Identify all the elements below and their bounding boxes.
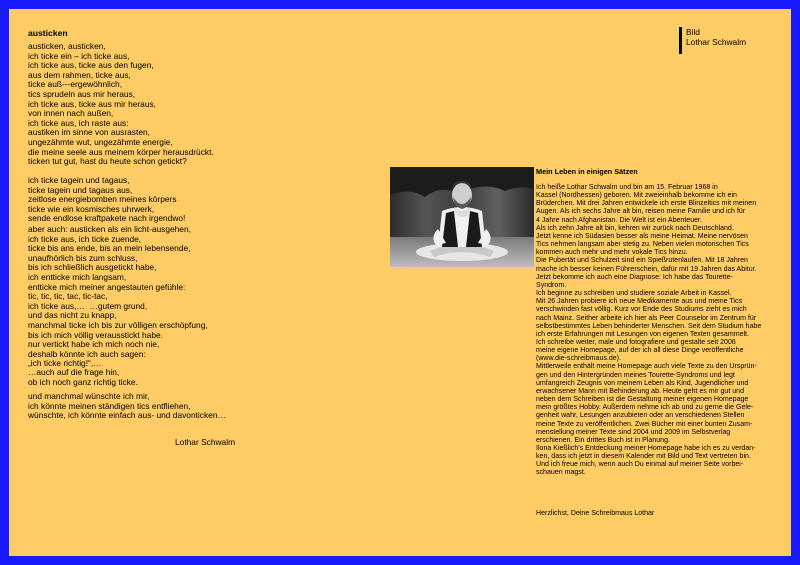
about-title: Mein Leben in einigen Sätzen [536,167,638,176]
bild-label: Bild [686,27,700,37]
bild-credit [686,27,746,47]
poem-stanza-1: austicken, austicken, ich ticke ein – ich ticke aus, ich ticke aus, ticke aus den fugen, aus dem rahmen, ticke aus, ticke auß---ergewöhnlich, tics sprudeln aus mir heraus, ich ticke aus, ticke aus mir heraus, von innen nach außen, ich ticke aus, ich raste aus: austiken im sinne von ausrasten, ungezähmte wut, ungezähmte energie, die meine seele aus meinem körper herausdrückt. ticken tut gut, hast du heute schon getickt? [28,41,214,167]
poem-stanza-3: aber auch: austicken als ein licht-ausgehen, ich ticke aus, ich ticke zuende, ticke bis ans ende, bis an mein lebensende, unaufhörlich bis zum schluss, bis ich schließlich ausgetickt habe, ich entticke mich langsam, entticke mich meiner angestauten gefühle: tic, tic, tic, tac, tic-tac, ich ticke aus,… …gutem grund, und das nicht zu knapp, manchmal ticke ich bis zur völligen erschöpfung, bis ich mich völlig verausstickt habe. nur vertickt habe ich mich noch nie, deshalb könnte ich auch sagen: „ich ticke richtig!“,… [28,224,208,369]
bild-name: Lothar Schwalm [686,37,747,47]
poem-author: Lothar Schwalm [175,437,236,447]
poem-stanza-2: ich ticke tagein und tagaus, ticke tagein und tagaus aus, zeitlose energiebomben meines körpers ticke wie ein kosmisches uhrwerk, sende endlose kraftpakete nach irgendwo! [28,175,186,224]
about-body: Ich heiße Lothar Schwalm und bin am 15. Februar 1968 in Kassel (Nordhessen) geboren. Mit zweieinhalb bekomme ich ein Brüderchen. Mit drei Jahren entwickele ich erste Blinzeltics mit meinen Augen. Als ich sechs Jahre alt bin, reisen meine Familie und ich für 4 Jahre nach Afghanistan. Die Welt ist ein Abenteuer. Als ich zehn Jahre alt bin, kehren wir zurück nach Deutschland. Jetzt kenne ich Südasien besser als meine Heimat. Meine nervösen Tics nehmen langsam aber stetig zu. Neben vielen motorischen Tics kommen auch mehr und mehr vokale Tics hinzu. Die Pubertät und Schulzeit sind ein Spießrutenlaufen. Mit 18 Jahren mache ich besser keinen Führerschein, dafür mit 19 Jahren das Abitur. Jetzt bekomme ich auch eine Diagnose: Ich habe das Tourette- Syndrom. Ich beginne zu schreiben und studiere soziale Arbeit in Kassel. Mit 26 Jahren probiere ich neue Medikamente aus und meine Tics verschwinden fast völlig. Kurz vor Ende des Studiums zieht es mich nach Mainz. Seither arbeite ich hier als Peer Counselor im Zentrum für selbstbestimmtes Leben behinderter Menschen. Seit dem Studium habe ich erste Erfahrungen mit Lesungen von eigenen Texten gesammelt. Ich schreibe weiter, male und fotografiere und gestalte seit 2006 meine eigene Homepage, auf der ich all diese Dinge veröffentliche (www.die-schreibmaus.de). Mittlerweile enthält meine Homepage auch viele Texte zu den Ursprün- gen und den Hintergründen meines Tourette-Syndroms und legt umfangreich Zeugnis von meinem Leben als Kind, Jugendlicher und erwachsener Mann mit Behinderung ab. Heute geht es mir gut und neben dem Schreiben ist die Gestaltung meiner eigenen Homepage mein größtes Hobby. Außerdem nehme ich ab und zu gerne die Gele- genheit wahr, Lesungen anzubieten oder an verschiedenen Stellen meine Texte zu veröffentlichen. Zwei Bücher mit einer bunten Zusam- menstellung meiner Texte sind 2004 und 2009 im Selbstverlag erschienen. Ein drittes Buch ist in Planung. Ilona Kießlich's Entdeckung meiner Homepage habe ich es zu verdan- ken, dass ich jetzt in diesem Kalender mit Bild und Text vertreten bin. Und ich freue mich, wenn auch Du einmal auf meiner Seite vorbei- schauen magst. [536,184,762,477]
about-greeting: Herzlichst, Deine Schreibmaus Lothar [536,510,655,517]
poem-title: austicken [28,28,68,38]
poem-stanza-5: und manchmal wünschte ich mir, ich könnte meinen ständigen tics entfliehen, wünschte, ich könnte einfach aus- und davonticken… [28,391,226,421]
author-photo [390,167,534,267]
bild-marker-bar [679,27,682,54]
calendar-page [9,9,791,556]
poem-stanza-4: …auch auf die frage hin, ob ich noch ganz richtig ticke. [28,367,138,387]
